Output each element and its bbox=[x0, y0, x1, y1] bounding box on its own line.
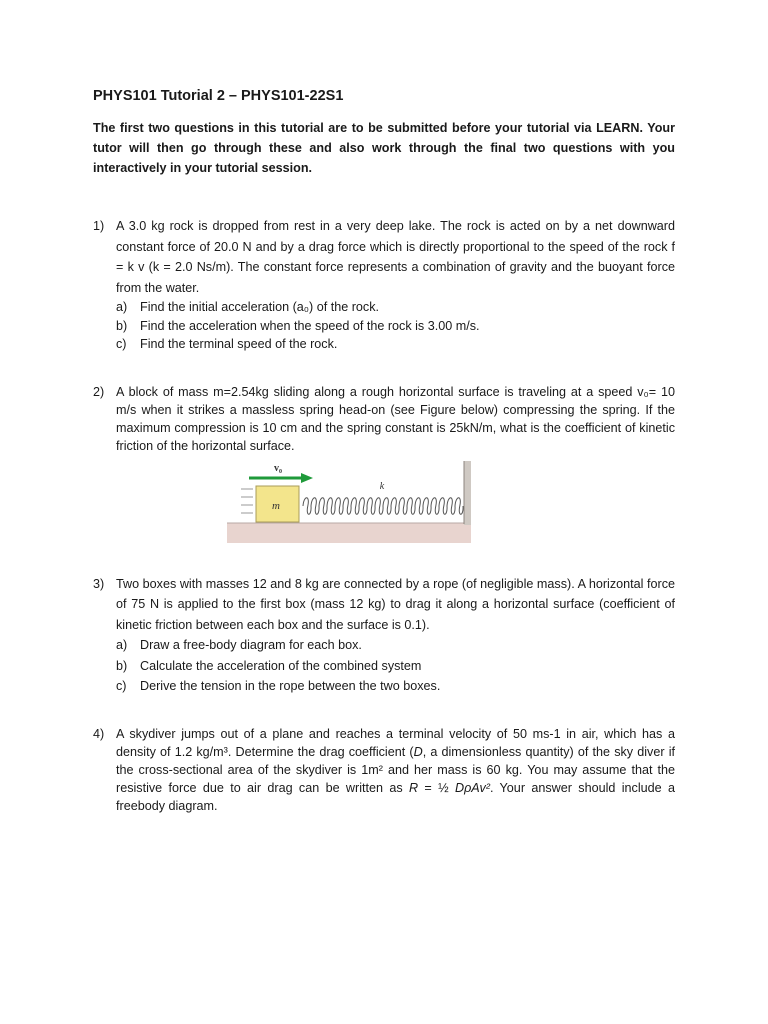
text-run: , a dimensionless quantity) of the sky diver if the cross-sectional area of the skydiver is 1m² and her mass is 60 kg. You may assume that the resistive force due to air drag can be written as bbox=[116, 744, 675, 796]
question-part bbox=[116, 656, 675, 677]
part-text: Draw a free-body diagram for each box. bbox=[140, 638, 362, 652]
spring-block-figure bbox=[227, 461, 497, 543]
document-page bbox=[93, 88, 675, 816]
floor bbox=[227, 523, 471, 543]
wall bbox=[464, 461, 471, 525]
question-text bbox=[116, 725, 675, 816]
question-part bbox=[116, 317, 675, 336]
text-run-italic: DρAv² bbox=[454, 781, 490, 796]
part-letter: b) bbox=[116, 318, 128, 333]
text-run: = ½ bbox=[418, 781, 455, 796]
question-number: 1) bbox=[93, 219, 105, 233]
text-run-italic: D bbox=[413, 744, 423, 759]
part-text: Find the acceleration when the speed of the rock is 3.00 m/s. bbox=[140, 318, 480, 333]
part-text: Find the initial acceleration (a₀) of the rock. bbox=[140, 300, 380, 314]
question-3 bbox=[93, 574, 675, 697]
part-letter: a) bbox=[116, 638, 128, 652]
question-number: 2) bbox=[93, 384, 105, 399]
question-part bbox=[116, 676, 675, 697]
question-number: 3) bbox=[93, 576, 105, 591]
part-text: Derive the tension in the rope between the two boxes. bbox=[140, 679, 441, 693]
question-4 bbox=[93, 725, 675, 816]
question-2 bbox=[93, 383, 675, 455]
question-text: A 3.0 kg rock is dropped from rest in a very deep lake. The rock is acted on by a net downward constant force of 20.0 N and by a drag force which is directly proportional to the speed of the rock f = k v (k = 2.0 Ns/m). The constant force represents a combination of gravity and the buoyant force from the water. bbox=[116, 219, 675, 295]
velocity-label: v₀ bbox=[274, 462, 282, 474]
part-letter: c) bbox=[116, 679, 127, 693]
part-text: Find the terminal speed of the rock. bbox=[140, 337, 338, 351]
question-text: Two boxes with masses 12 and 8 kg are connected by a rope (of negligible mass). A horizontal force of 75 N is applied to the first box (mass 12 kg) to drag it along a horizontal surface (coefficient of kinetic friction between each box and the surface is 0.1). bbox=[116, 576, 675, 632]
text-run: A skydiver jumps out of a plane and reaches a terminal velocity of 50 ms-1 in air, which has a density of 1.2 kg/m³. Determine the drag coefficient ( bbox=[116, 726, 675, 759]
mass-label: m bbox=[272, 499, 280, 512]
question-1 bbox=[93, 216, 675, 354]
intro-paragraph: The first two questions in this tutorial are to be submitted before your tutorial via LEARN. Your tutor will then go through these and also work through the final two questions with you interactively in your tutorial session. bbox=[93, 121, 675, 175]
question-number: 4) bbox=[93, 726, 105, 741]
part-letter: a) bbox=[116, 300, 128, 314]
page-title: PHYS101 Tutorial 2 – PHYS101-22S1 bbox=[93, 88, 344, 104]
question-part bbox=[116, 635, 675, 656]
spring-constant-label: k bbox=[379, 480, 385, 492]
part-letter: c) bbox=[116, 337, 127, 351]
question-text: A block of mass m=2.54kg sliding along a rough horizontal surface is traveling at a speed v₀= 10 m/s when it strikes a massless spring head-on (see Figure below) compressing the spring. If the maximum compression is 10 cm and the spring constant is 25kN/m, what is the coefficient of kinetic friction of the horizontal surface. bbox=[116, 384, 675, 453]
question-part bbox=[116, 335, 675, 354]
part-letter: b) bbox=[116, 658, 128, 673]
question-part bbox=[116, 298, 675, 317]
spring-block-diagram bbox=[227, 461, 497, 543]
text-run-italic: R bbox=[408, 781, 419, 796]
part-text: Calculate the acceleration of the combined system bbox=[140, 658, 422, 673]
text-run: . Your answer should include a freebody diagram. bbox=[116, 781, 675, 814]
